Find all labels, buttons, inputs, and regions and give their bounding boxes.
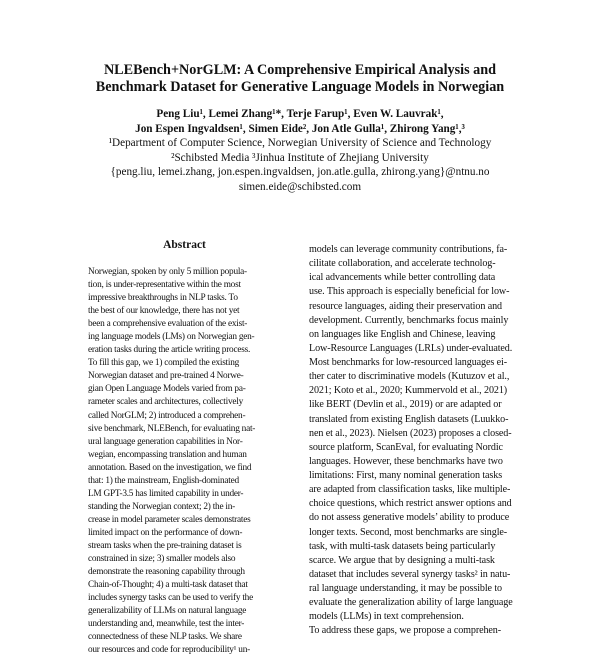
abstract-heading: Abstract — [163, 239, 206, 251]
authors-line-2: Jon Espen Ingvaldsen¹, Simen Eide², Jon Atle Gulla¹, Zhirong Yang¹,³ — [135, 122, 465, 135]
body-line: development. Currently, benchmarks focus mainly — [309, 314, 509, 326]
body-line: ral language understanding, it may be possible to — [309, 583, 503, 594]
abstract-line: gian Open Language Models varied from pa- — [88, 384, 246, 395]
abstract-line: includes synergy tasks can be used to verify the — [88, 593, 253, 604]
body-line: longer texts. Second, most benchmarks are single- — [309, 526, 508, 538]
abstract-line: rameter scales and architectures, collectively — [88, 397, 243, 408]
abstract-line: Norwegian dataset and pre-trained 4 Norwe- — [88, 371, 244, 382]
authors-line-1: Peng Liu¹, Lemei Zhang¹*, Terje Farup¹, Even W. Lauvrak¹, — [156, 108, 444, 120]
abstract-line: To fill this gap, we 1) compiled the existing — [88, 358, 240, 369]
body-line: scarce. We argue that by designing a multi-task — [309, 554, 495, 566]
abstract-line: wegian, encompassing translation and human — [88, 449, 247, 460]
abstract-line: been a comprehensive evaluation of the exist- — [88, 319, 248, 330]
abstract-line: connectedness of these NLP tasks. We share — [88, 632, 242, 643]
body-line: translated from existing English datasets (Luukko- — [309, 413, 509, 425]
author-block — [30, 107, 570, 194]
body-line: 2021; Koto et al., 2020; Kummervold et al., 2021) — [309, 385, 508, 397]
body-line: Most benchmarks for low-resourced languages ei- — [309, 357, 507, 368]
body-line: resource languages, aiding their preservation and — [309, 300, 502, 312]
body-line: Low-Resource Languages (LRLs) under-evaluated. — [309, 342, 513, 354]
abstract-line: Chain-of-Thought; 4) a multi-task dataset that — [88, 580, 248, 591]
body-line: nen et al., 2023). Nielsen (2023) proposes a closed- — [309, 427, 512, 439]
body-line: limitations: First, many nominal generation tasks — [309, 470, 503, 481]
body-line: use. This approach is especially beneficial for low- — [309, 286, 510, 298]
body-line: like BERT (Devlin et al., 2019) or are adapted or — [309, 399, 502, 411]
paper-title — [40, 62, 560, 96]
abstract-line: limited impact on the performance of down- — [88, 527, 243, 538]
body-line: do not assess generative models’ ability to produce — [309, 512, 510, 524]
introduction-text — [309, 243, 516, 639]
body-line: ther cater to discriminative models (Kutuzov et al., — [309, 371, 510, 383]
email-line-2: simen.eide@schibsted.com — [238, 180, 362, 193]
abstract-line: the best of our knowledge, there has not yet — [88, 306, 240, 317]
abstract-line: crease in model parameter scales demonstrates — [88, 514, 251, 525]
abstract-line: impressive breakthroughs in NLP tasks. To — [88, 293, 238, 304]
title-line-2: Benchmark Dataset for Generative Language Models in Norwegian — [95, 79, 505, 95]
abstract-line: understanding and, meanwhile, test the inter- — [88, 619, 245, 630]
body-line: evaluate the generalization ability of large language — [309, 597, 513, 609]
abstract-line: that: 1) the mainstream, English-dominated — [88, 475, 239, 486]
body-line: To address these gaps, we propose a comprehen- — [309, 625, 502, 637]
body-line: task, with multi-task datasets being particularly — [309, 540, 496, 552]
body-line: models can leverage community contributions, fa- — [309, 244, 508, 255]
abstract-line: ural language generation capabilities in Nor- — [88, 436, 243, 447]
abstract-line: called NorGLM; 2) introduced a comprehen- — [88, 410, 246, 421]
email-line-1: {peng.liu, lemei.zhang, jon.espen.ingvaldsen, jon.atle.gulla, zhirong.yang}@ntnu.no — [110, 166, 490, 178]
affiliation-line-2: ²Schibsted Media ³Jinhua Institute of Zhejiang University — [171, 151, 429, 164]
body-line: are adapted from classification tasks, like multiple- — [309, 484, 511, 496]
affiliation-line-1: ¹Department of Computer Science, Norwegian University of Science and Technology — [108, 137, 492, 149]
abstract-text — [88, 266, 281, 657]
body-line: choice questions, which restrict answer options and — [309, 498, 512, 510]
abstract-line: demonstrate the reasoning capability through — [88, 567, 245, 578]
body-line: languages. However, these benchmarks have two — [309, 455, 503, 467]
body-line: source platform, ScanEval, for evaluating Nordic — [309, 441, 503, 453]
abstract-line: eration tasks during the article writing process. — [88, 345, 251, 356]
body-line: ical advancements while better controlling data — [309, 272, 496, 284]
body-line: on languages like English and Chinese, leaving — [309, 328, 496, 340]
abstract-line: tion, is under-representative within the most — [88, 280, 241, 291]
abstract-line: LM GPT-3.5 has limited capability in under- — [88, 488, 244, 499]
abstract-line: annotation. Based on the investigation, we find — [88, 462, 252, 473]
body-line: dataset that includes several synergy tasks² in natu- — [309, 568, 511, 580]
abstract-line: ing language models (LMs) on Norwegian gen- — [88, 332, 255, 343]
body-line: cilitate collaboration, and accelerate technolog- — [309, 258, 496, 270]
title-line-1: NLEBench+NorGLM: A Comprehensive Empirical Analysis and — [103, 62, 497, 78]
abstract-line: Norwegian, spoken by only 5 million popula- — [88, 267, 247, 277]
abstract-line: our resources and code for reproducibility¹ un- — [88, 645, 250, 656]
abstract-line: sive benchmark, NLEBench, for evaluating nat- — [88, 423, 256, 434]
abstract-line: standing the Norwegian context; 2) the in- — [88, 501, 235, 512]
abstract-line: stream tasks when the pre-training dataset is — [88, 540, 242, 551]
abstract-line: generalizability of LLMs on natural language — [88, 606, 247, 617]
abstract-line: constrained in size; 3) smaller models also — [88, 554, 236, 565]
body-line: models (LLMs) in text comprehension. — [309, 611, 464, 623]
